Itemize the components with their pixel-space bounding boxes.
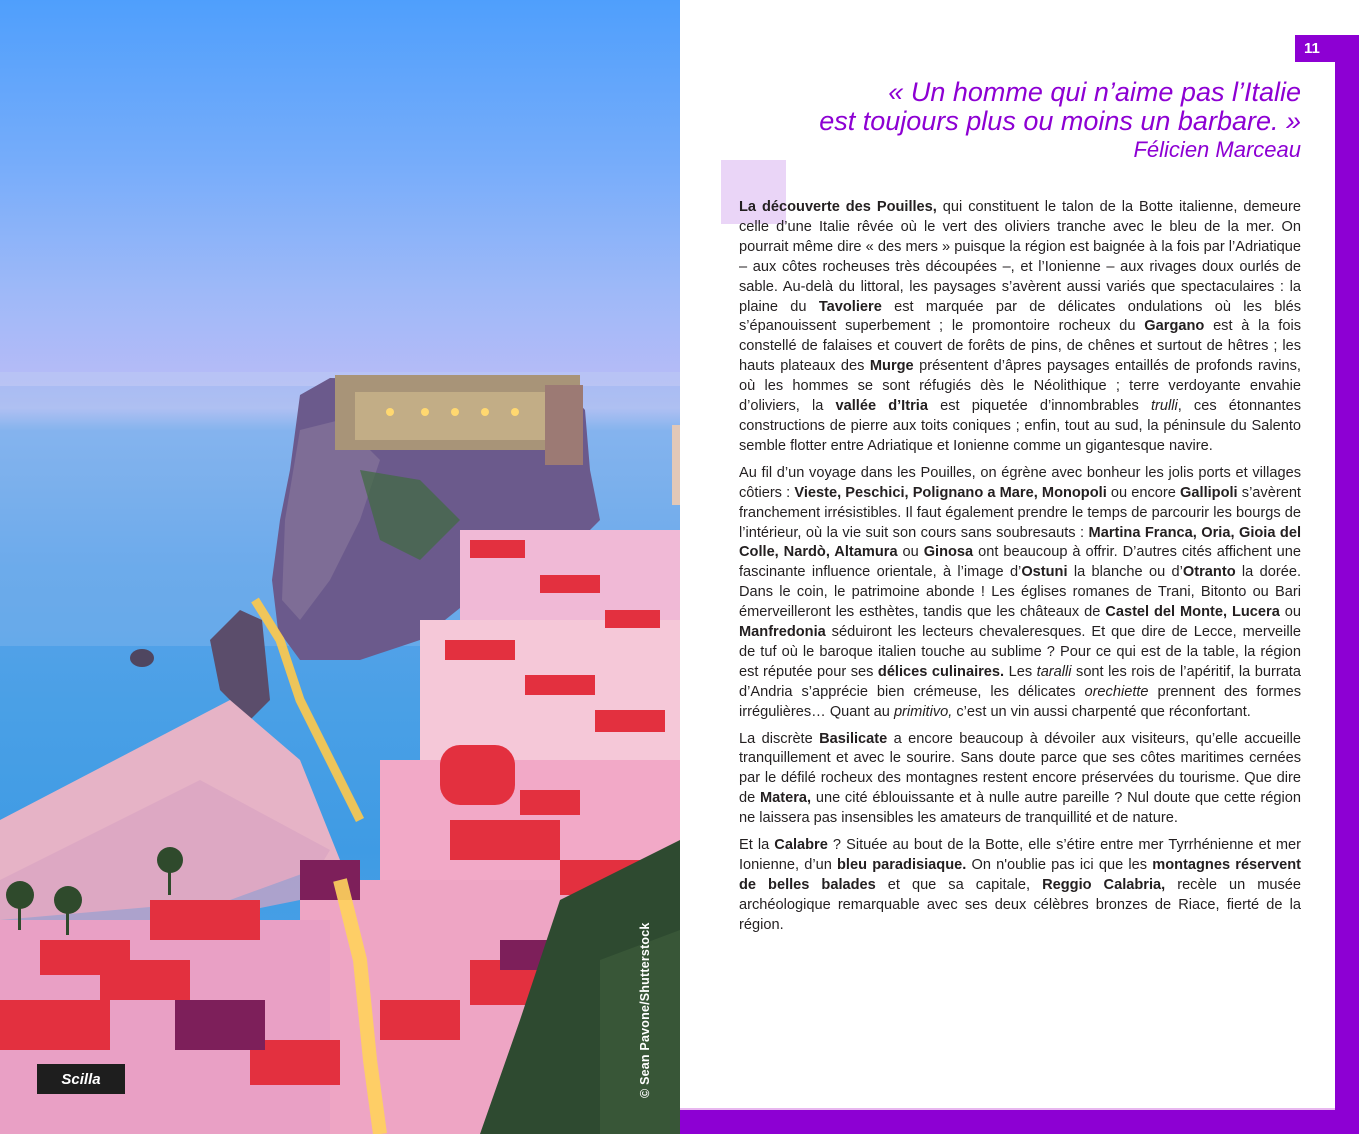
emphasis-bold: Matera, <box>759 790 812 807</box>
text-run: c’est un vin aussi charpenté que réconfortant. <box>952 703 1251 720</box>
text-run: ont beaucoup à offrir. D’autres cités affichent une fascinante influence orientale, à l’image d’ <box>739 544 1301 581</box>
emphasis-bold: Castel del Monte, Lucera <box>1105 604 1280 621</box>
emphasis-bold: Ostuni <box>1021 564 1068 581</box>
text-run: ? Située au bout de la Botte, elle s’étire entre mer Tyrrhénienne et mer Ionienne, d’un <box>739 837 1301 873</box>
text-run: qui constituent le talon de la Botte italienne, demeure celle d’une Italie rêvée où le vert des oliviers tranche avec le bleu de la mer. On pourrait même dire « des mers » puisque la région est baignée à la fois par l’Adriatique – aux côtes rocheuses très découpées –, et l’Ionienne – aux rivages doux ourlés de sable. Au-delà du littoral, les paysages s’avèrent aussi variés que spectaculaires : la plaine du <box>739 199 1301 315</box>
emphasis-bold: Murge <box>869 358 914 375</box>
text-run: Les <box>1004 663 1037 680</box>
text-run: une cité éblouissante et à nulle autre pareille ? Nul doute que cette région ne laissera pas insensibles les amateurs de tranquillité et de nature. <box>739 790 1302 827</box>
text-run: s’avèrent franchement irrésistibles. Il faut également prendre le temps de parcourir les bourgs de l’intérieur, où la vie suit son cours sans soubresauts : <box>739 484 1301 541</box>
emphasis-italic: trulli <box>1150 398 1178 415</box>
text-run: est à la fois constellé de falaises et couvert de forêts de pins, de chênes et surtout de hêtres ; les hauts plateaux des <box>739 318 1301 375</box>
emphasis-bold: Manfredonia <box>739 624 826 641</box>
page-frame-right <box>1335 62 1359 1134</box>
emphasis-italic: primitivo, <box>893 703 953 720</box>
text-run: ou encore <box>1106 484 1181 501</box>
paragraph-calabre <box>739 836 1301 936</box>
text-run: La discrète <box>739 730 820 747</box>
emphasis-bold: Ginosa <box>923 544 974 561</box>
text-run: et que sa capitale, <box>875 876 1043 893</box>
article-body <box>739 198 1301 943</box>
photo-caption: Scilla <box>37 1064 125 1094</box>
text-run: prennent des formes irrégulières… Quant au <box>739 683 1301 720</box>
emphasis-bold: Tavoliere <box>818 298 882 315</box>
text-run: est piquetée d’innombrables <box>927 398 1151 415</box>
text-run: Et la <box>739 837 775 854</box>
emphasis-bold: Gargano <box>1144 318 1205 335</box>
text-run: recèle un musée archéologique remarquable avec ses deux célèbres bronzes de Riace, fierté de la région. <box>739 876 1302 933</box>
text-run: On n'oublie pas ici que les <box>966 857 1153 873</box>
emphasis-italic: taralli <box>1036 663 1072 680</box>
text-run: la blanche ou d’ <box>1067 564 1183 581</box>
text-run: sont les rois de l’apéritif, la burrata d’Andria s’apprécie bien crémeuse, les délicates <box>739 663 1301 700</box>
text-run: a encore beaucoup à dévoiler aux visiteurs, qu’elle accueille tranquillement et avec le sourire. Sans doute parce que ses côtes maritimes cernées par le défilé rocheux des montagnes restent encore préservées du tourisme. Que dire de <box>739 730 1301 807</box>
emphasis-bold: Reggio Calabria, <box>1042 876 1166 893</box>
emphasis-bold: vallée d’Itria <box>835 398 928 415</box>
emphasis-bold: Basilicate <box>819 730 888 747</box>
photo-credit: © Sean Pavone/Shutterstock <box>638 922 652 1098</box>
emphasis-bold: Vieste, Peschici, Polignano a Mare, Monopoli <box>794 484 1107 501</box>
page-number: 11 <box>1295 35 1359 62</box>
paragraph-pouilles-landscape <box>739 198 1301 457</box>
emphasis-italic: orechiette <box>1084 683 1149 700</box>
text-run: Au fil d’un voyage dans les Pouilles, on égrène avec bonheur les jolis ports et villages côtiers : <box>739 464 1301 501</box>
text-run: présentent d’âpres paysages entaillés de profonds ravins, où les hommes se sont réfugiés dès le Néolithique ; terre verdoyante envahie d’oliviers, la <box>739 358 1301 415</box>
text-run: ou <box>897 544 924 561</box>
emphasis-bold: Calabre <box>774 837 828 854</box>
text-run: ou <box>1279 604 1301 621</box>
emphasis-bold: montagnes réservent de belles balades <box>739 857 1301 893</box>
emphasis-bold: bleu paradisiaque. <box>837 857 967 873</box>
text-run: est marquée par de délicates ondulations où les blés s’épanouissent superbement ; le promontoire rocheux du <box>739 298 1301 335</box>
epigraph-author: Félicien Marceau <box>1133 137 1301 162</box>
text-run: , ces étonnantes constructions de pierre aux toits coniques ; enfin, tout au sud, la péninsule du Salento semble flotter entre Adriatique et Ionienne comme un gigantesque navire. <box>739 398 1301 454</box>
paragraph-pouilles-towns <box>739 464 1301 723</box>
epigraph-quote <box>819 78 1301 164</box>
emphasis-bold: Martina Franca, Oria, Gioia del Colle, Nardò, Altamura <box>739 524 1301 561</box>
epigraph-line-2: est toujours plus ou moins un barbare. » <box>819 106 1301 136</box>
emphasis-bold: Otranto <box>1182 564 1236 581</box>
emphasis-bold: Gallipoli <box>1180 484 1238 501</box>
emphasis-bold: délices culinaires. <box>877 663 1005 680</box>
page-frame-bottom <box>680 1110 1359 1134</box>
paragraph-basilicate <box>739 730 1301 830</box>
emphasis-bold: La découverte des Pouilles, <box>739 199 937 215</box>
text-run: la dorée. Dans le coin, le patrimoine abonde ! Les églises romanes de Trani, Bitonto ou Bari émerveilleront les esthètes, tandis que les châteaux de <box>739 564 1301 621</box>
text-run: séduiront les lecteurs chevaleresques. Et que dire de Lecce, merveille de tuf où le baroque italien touche au sublime ? Pour ce qui est de la table, la région est réputée pour ses <box>739 624 1301 680</box>
epigraph-line-1: « Un homme qui n’aime pas l’Italie <box>888 77 1301 107</box>
